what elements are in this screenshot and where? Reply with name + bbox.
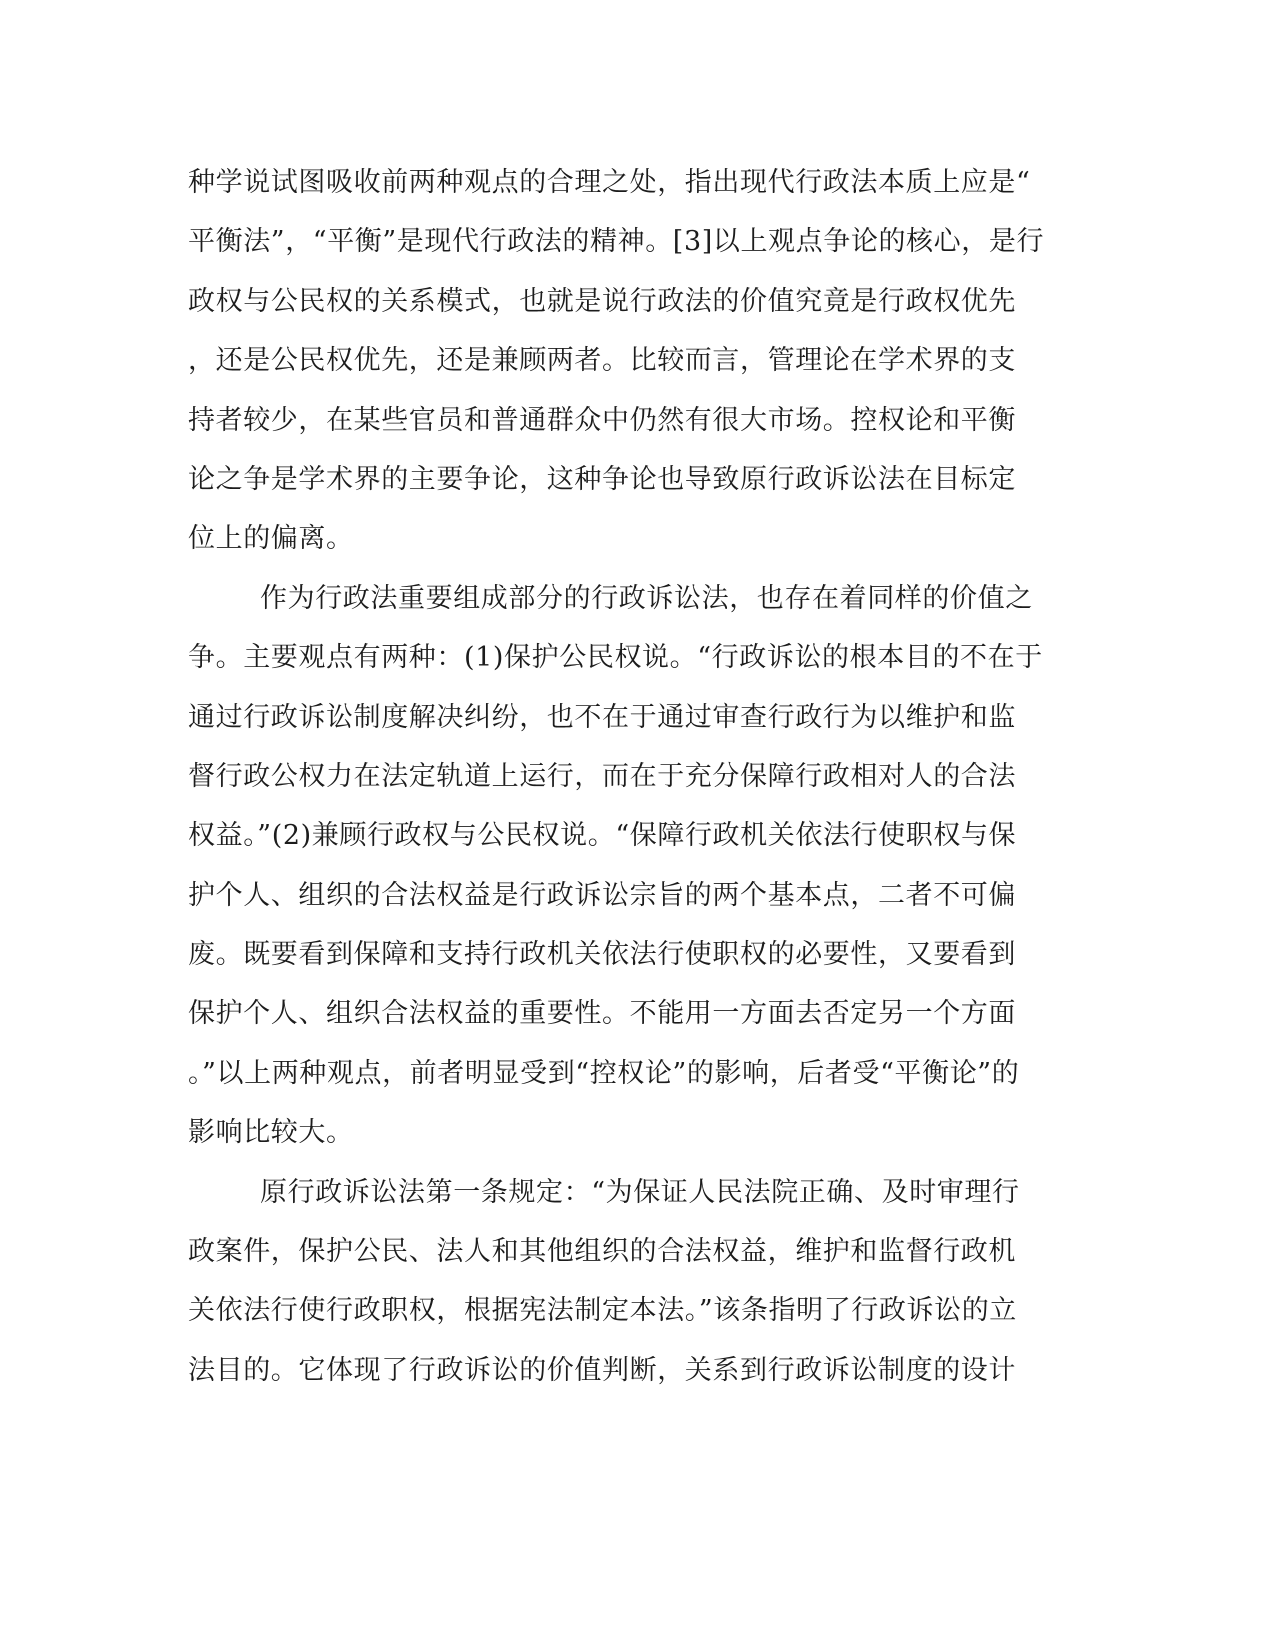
text-line: 种学说试图吸收前两种观点的合理之处，指出现代行政法本质上应是“ xyxy=(188,167,1031,198)
paragraph-1 xyxy=(188,153,1068,569)
text-line: 政案件，保护公民、法人和其他组织的合法权益，维护和监督行政机 xyxy=(188,1236,1016,1268)
text-line: 保护个人、组织合法权益的重要性。不能用一方面去否定另一个方面 xyxy=(188,998,1016,1030)
text-line: ，还是公民权优先，还是兼顾两者。比较而言，管理论在学术界的支 xyxy=(188,345,1016,377)
text-line: 作为行政法重要组成部分的行政诉讼法，也存在着同样的价值之 xyxy=(260,582,1033,614)
text-line: 法目的。它体现了行政诉讼的价值判断，关系到行政诉讼制度的设计 xyxy=(188,1354,1016,1386)
text-line: 位上的偏离。 xyxy=(188,523,354,555)
text-line: 废。既要看到保障和支持行政机关依法行使职权的必要性，又要看到 xyxy=(188,939,1016,971)
text-line: 权益。”(2)兼顾行政权与公民权说。“保障行政机关依法行使职权与保 xyxy=(188,820,1017,852)
text-line: 论之争是学术界的主要争论，这种争论也导致原行政诉讼法在目标定 xyxy=(188,463,1016,495)
text-line: 护个人、组织的合法权益是行政诉讼宗旨的两个基本点，二者不可偏 xyxy=(188,879,1016,911)
text-line: 督行政公权力在法定轨道上运行，而在于充分保障行政相对人的合法 xyxy=(188,760,1016,792)
text-line: 通过行政诉讼制度解决纠纷，也不在于通过审查行政行为以维护和监 xyxy=(188,701,1016,733)
text-line: 。”以上两种观点，前者明显受到“控权论”的影响，后者受“平衡论”的 xyxy=(188,1057,1020,1089)
text-line: 政权与公民权的关系模式，也就是说行政法的价值究竟是行政权优先 xyxy=(188,285,1016,317)
body-text xyxy=(188,153,1068,1400)
text-line: 争。主要观点有两种：(1)保护公民权说。“行政诉讼的根本目的不在于 xyxy=(188,642,1043,674)
paragraph-3 xyxy=(188,1163,1068,1401)
text-line: 持者较少，在某些官员和普通群众中仍然有很大市场。控权论和平衡 xyxy=(188,404,1016,436)
text-line: 关依法行使行政职权，根据宪法制定本法。”该条指明了行政诉讼的立 xyxy=(188,1295,1017,1327)
text-line: 影响比较大。 xyxy=(188,1117,354,1149)
paragraph-2 xyxy=(188,569,1068,1163)
text-line: 原行政诉讼法第一条规定：“为保证人民法院正确、及时审理行 xyxy=(260,1176,1020,1208)
text-line: 平衡法”，“平衡”是现代行政法的精神。[3]以上观点争论的核心，是行 xyxy=(188,226,1045,258)
